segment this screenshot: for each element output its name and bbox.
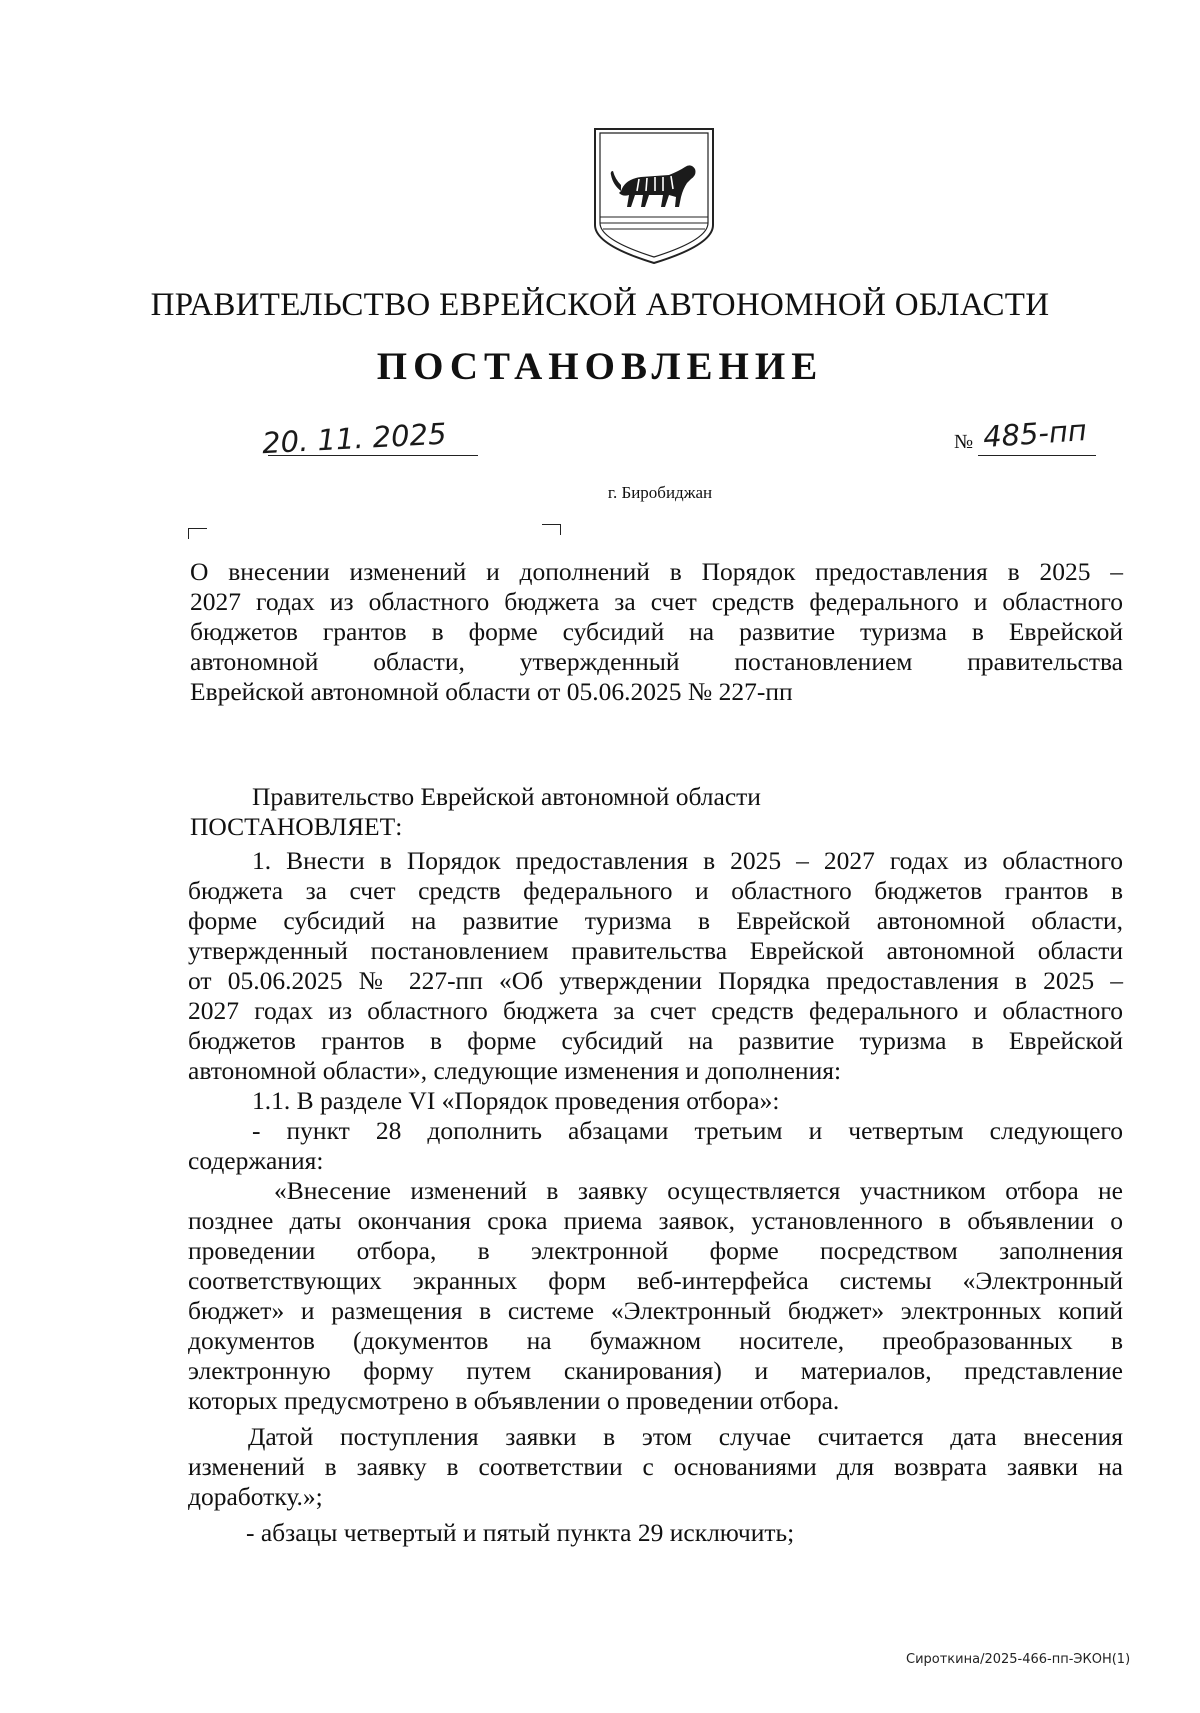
body-line: 2027 годах из областного бюджета за счет средств федерального и областного (188, 996, 1123, 1025)
government-title: ПРАВИТЕЛЬСТВО ЕВРЕЙСКОЙ АВТОНОМНОЙ ОБЛАСТИ (150, 287, 1050, 323)
body-line: «Внесение изменений в заявку осуществляется участником отбора не (274, 1176, 1123, 1205)
body-line: утвержденный постановлением правительства Еврейской автономной области (188, 936, 1123, 965)
body-line: автономной области», следующие изменения и дополнения: (188, 1056, 842, 1085)
intro-authority: Правительство Еврейской автономной области (252, 782, 761, 811)
body-line: от 05.06.2025 № 227-пп «Об утверждении Порядка предоставления в 2025 – (188, 966, 1123, 995)
body-line: Датой поступления заявки в этом случае считается дата внесения (248, 1422, 1123, 1451)
document-subject (190, 557, 1123, 707)
city: г. Биробиджан (607, 483, 713, 502)
document-type: ПОСТАНОВЛЕНИЕ (376, 345, 824, 388)
document-body (188, 846, 1123, 1548)
body-line: доработку.»; (188, 1482, 323, 1511)
number-sign: № (954, 431, 974, 453)
body-line: форме субсидий на развитие туризма в Еврейской автономной области, (188, 906, 1123, 935)
corner-mark-right (542, 524, 561, 535)
handwritten-date: 20. 11. 2025 (261, 416, 448, 461)
intro-resolves: ПОСТАНОВЛЯЕТ: (190, 812, 403, 841)
body-line: бюджет» и размещения в системе «Электронный бюджет» электронных копий (188, 1296, 1123, 1325)
date-underline (268, 455, 478, 456)
body-line: содержания: (188, 1146, 324, 1175)
number-underline (978, 455, 1096, 456)
handwritten-number: 485-пп (981, 412, 1088, 455)
body-line: изменений в заявку в соответствии с основаниями для возврата заявки на (188, 1452, 1123, 1481)
emblem-icon (591, 127, 717, 264)
body-line: которых предусмотрено в объявлении о проведении отбора. (188, 1386, 840, 1415)
footer-code: Сироткина/2025-466-пп-ЭКОН(1) (906, 1652, 1131, 1667)
body-line: бюджета за счет средств федерального и областного бюджетов грантов в (188, 876, 1123, 905)
subject-line: Еврейской автономной области от 05.06.2025 № 227-пп (190, 677, 793, 706)
subject-line: 2027 годах из областного бюджета за счет средств федерального и областного (190, 587, 1123, 616)
body-line: документов (документов на бумажном носителе, преобразованных в (188, 1326, 1123, 1355)
body-line: бюджетов грантов в форме субсидий на развитие туризма в Еврейской (188, 1026, 1123, 1055)
body-line: - пункт 28 дополнить абзацами третьим и четвертым следующего (252, 1116, 1123, 1145)
body-line: - абзацы четвертый и пятый пункта 29 исключить; (246, 1518, 795, 1547)
corner-mark-left (188, 528, 207, 539)
body-line: соответствующих экранных форм веб-интерфейса системы «Электронный (188, 1266, 1123, 1295)
body-line: проведении отбора, в электронной форме посредством заполнения (188, 1236, 1123, 1265)
subject-line: автономной области, утвержденный постановлением правительства (190, 647, 1123, 676)
body-line: 1. Внести в Порядок предоставления в 2025 – 2027 годах из областного (252, 846, 1123, 875)
body-line: 1.1. В разделе VI «Порядок проведения отбора»: (252, 1086, 780, 1115)
body-line: электронную форму путем сканирования) и материалов, представление (188, 1356, 1123, 1385)
subject-line: бюджетов грантов в форме субсидий на развитие туризма в Еврейской (190, 617, 1123, 646)
body-line: позднее даты окончания срока приема заявок, установленного в объявлении о (188, 1206, 1123, 1235)
subject-line: О внесении изменений и дополнений в Порядок предоставления в 2025 – (190, 557, 1123, 586)
